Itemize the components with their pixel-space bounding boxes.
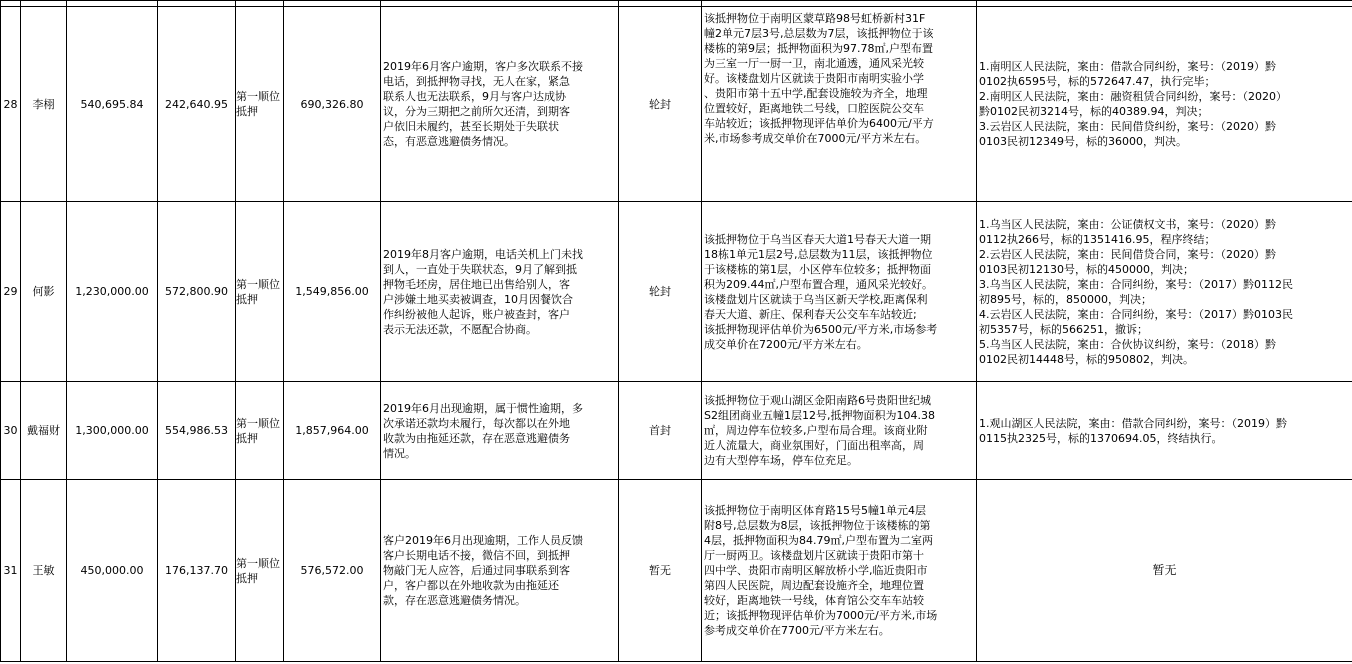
overdue-description-cell [381, 7, 619, 202]
loan-amount: 1,230,000.00 [67, 202, 158, 382]
mortgage-position: 第一顺位抵押 [236, 382, 284, 480]
table-row[interactable] [1, 382, 1352, 480]
collateral-value: 690,326.80 [284, 7, 381, 202]
lawsuits-list: 1.观山湖区人民法院，案由：借款合同纠纷，案号：（2019）黔 0115执2325号，标的1370694.05，终结执行。 [979, 416, 1287, 445]
overdue-description: 2019年6月客户逾期，客户多次联系不接 电话，到抵押物寻找，无人在家，紧急 联系人也无法联系，9月与客户达成协 议，分为三期把之前所欠还清，到期客 户依旧未履约，甚至长期处于失联状 态，有恶意逃避债务情况。 [383, 60, 583, 148]
loan-amount: 540,695.84 [67, 7, 158, 202]
mortgage-position: 第一顺位抵押 [236, 202, 284, 382]
borrower-name: 王敏 [21, 480, 67, 662]
overdue-description: 客户2019年6月出现逾期，工作人员反馈 客户长期电话不接，微信不回，到抵押 物敲门无人应答，后通过同事联系到客 户，客户都以在外地收款为由拖延还 款，存在恶意逃避债务情况。 [383, 534, 583, 607]
row-number: 28 [1, 7, 21, 202]
row-number: 30 [1, 382, 21, 480]
lawsuits-list: 1.南明区人民法院，案由：借款合同纠纷，案号：（2019）黔 0102执6595号，标的572647.47，执行完毕； 2.南明区人民法院，案由：融资租赁合同纠纷，案号：（2020） 黔0102民初3214号，标的40389.94，判决； 3.云岩区人民法院，案由：民间借贷纠纷，案号：（2020）黔 0103民初12349号，标的36000，判决。 [979, 60, 1287, 148]
borrower-name: 何影 [21, 202, 67, 382]
overdue-description-cell [381, 202, 619, 382]
mortgage-position: 第一顺位抵押 [236, 480, 284, 662]
lawsuits-list: 1.乌当区人民法院，案由：公证债权文书，案号：（2020）黔 0112执266号，标的1351416.95，程序终结； 2.云岩区人民法院，案由：民间借贷合同，案号：（2020）黔 0103民初12130号，标的450000，判决； 3.乌当区人民法院，案由：合同纠纷，案号：（2017）黔0112民 初895号，标的，850000，判决； 4.云岩区人民法院，案由：合同纠纷，案号：（2017）黔0103民 初5357号，标的566251，撤诉； 5.乌当区人民法院，案由：合伙协议纠纷，案号：（2018）黔 0102民初14448号，标的950802，判决。 [979, 217, 1293, 366]
loan-amount: 1,300,000.00 [67, 382, 158, 480]
table-row[interactable] [1, 480, 1352, 662]
table-row[interactable] [1, 202, 1352, 382]
collateral-description: 该抵押物位于南明区蒙草路98号虹桥新村31F 幢2单元7层3号,总层数为7层，该抵押物位于该 楼栋的第9层；抵押物面积为97.78㎡,户型布置 为三室一厅一厨一卫，南北通透，通风采光较 好。该楼盘划片区就读于贵阳市南明实验小学 、贵阳市第十五中学,配套设施较为齐全，地理 位置较好，距离地铁二号线，口腔医院公交车 车站较近；该抵押物现评估单价为6400元/平方 米,市场参考成交单价在7000元/平方米左右。 [704, 12, 934, 145]
outstanding-amount: 242,640.95 [158, 7, 236, 202]
overdue-description: 2019年6月出现逾期，属于惯性逾期，多 次承诺还款均未履行，每次都以在外地 收款为由拖延还款，存在恶意逃避债务 情况。 [383, 401, 583, 460]
lawsuits-cell [977, 480, 1352, 662]
seal-status: 暂无 [619, 480, 702, 662]
lawsuits-cell [977, 202, 1352, 382]
overdue-description: 2019年8月客户逾期，电话关机上门未找 到人，一直处于失联状态，9月了解到抵 押物毛坯房，居住地已出售给别人，客 户涉嫌土地买卖被调查，10月因餐饮合 作纠纷被他人起诉，账户被查封，客户 表示无法还款，不愿配合协商。 [383, 247, 583, 336]
collateral-description: 该抵押物位于观山湖区金阳南路6号贵阳世纪城 S2组团商业五幢1层12号,抵押物面积为104.38 ㎡，周边停车位较多,户型布局合理。该商业附 近人流量大，商业氛围好，门面出租率高，周 边有大型停车场，停车位充足。 [704, 394, 935, 467]
table-row[interactable] [1, 7, 1352, 202]
loan-amount: 450,000.00 [67, 480, 158, 662]
collateral-value: 1,549,856.00 [284, 202, 381, 382]
row-number: 29 [1, 202, 21, 382]
lawsuits-none: 暂无 [1152, 563, 1177, 577]
collateral-description-cell [702, 7, 977, 202]
overdue-description-cell [381, 480, 619, 662]
borrower-name: 戴福财 [21, 382, 67, 480]
seal-status: 首封 [619, 382, 702, 480]
outstanding-amount: 554,986.53 [158, 382, 236, 480]
lawsuits-cell [977, 7, 1352, 202]
outstanding-amount: 176,137.70 [158, 480, 236, 662]
collateral-value: 1,857,964.00 [284, 382, 381, 480]
row-number: 31 [1, 480, 21, 662]
seal-status: 轮封 [619, 7, 702, 202]
outstanding-amount: 572,800.90 [158, 202, 236, 382]
borrower-name: 李栩 [21, 7, 67, 202]
seal-status: 轮封 [619, 202, 702, 382]
mortgage-position: 第一顺位抵押 [236, 7, 284, 202]
overdue-description-cell [381, 382, 619, 480]
collateral-description: 该抵押物位于乌当区春天大道1号春天大道一期 18栋1单元1层2号,总层数为11层，该抵押物位 于该楼栋的第1层，小区停车位较多；抵押物面 积为209.44㎡,户型布置合理，通风采光较好。 该楼盘划片区就读于乌当区新天学校,距离保利 春天大道、新庄、保利春天公交车车站较近; 该抵押物现评估单价为6500元/平方米,市场参考 成交单价在7200元/平方米左右。 [704, 232, 938, 351]
collateral-description-cell [702, 382, 977, 480]
collateral-value: 576,572.00 [284, 480, 381, 662]
collateral-description-cell [702, 202, 977, 382]
collateral-description-cell [702, 480, 977, 662]
collateral-description: 该抵押物位于南明区体育路15号5幢1单元4层 附8号,总层数为8层，该抵押物位于该楼栋的第 4层，抵押物面积为84.79㎡,户型布置为二室两 厅一厨两卫。该楼盘划片区就读于贵阳市第十 四中学、贵阳市南明区解放桥小学,临近贵阳市 第四人民医院，周边配套设施齐全，地理位置 较好，距离地铁一号线，体育馆公交车车站较 近；该抵押物现评估单价为7000元/平方米,市场 参考成交单价在7700元/平方米左右。 [704, 504, 938, 637]
lawsuits-cell [977, 382, 1352, 480]
